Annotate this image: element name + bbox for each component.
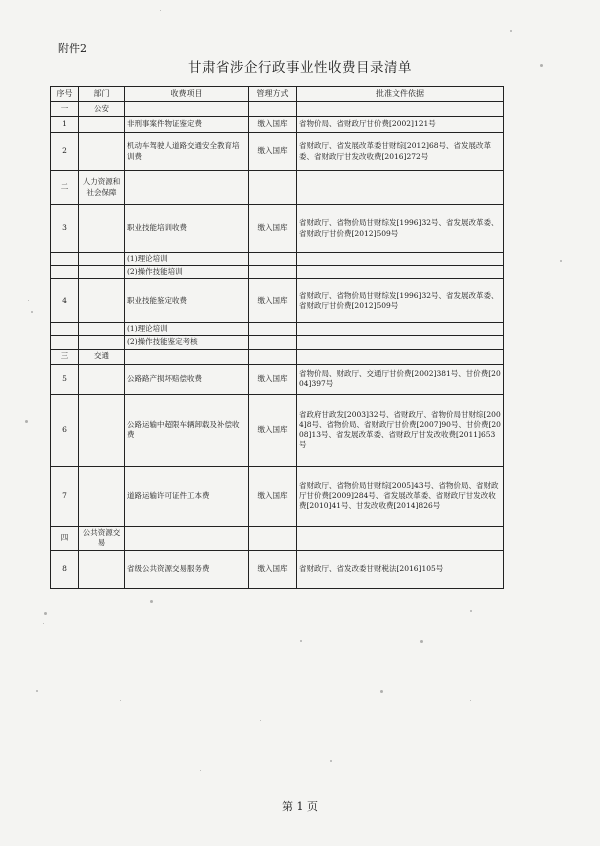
scan-speck — [160, 10, 161, 11]
header-mgmt: 管理方式 — [249, 87, 297, 102]
section-dept: 交通 — [79, 349, 125, 364]
row-item: 公路路产损坏赔偿收费 — [125, 364, 249, 394]
scan-speck — [120, 700, 121, 701]
row-no: 4 — [51, 279, 79, 323]
table-row — [51, 205, 504, 253]
row-item: 职业技能鉴定收费 — [125, 279, 249, 323]
row-item: 省级公共资源交易服务费 — [125, 550, 249, 588]
table-row — [51, 550, 504, 588]
header-item: 收费项目 — [125, 87, 249, 102]
sub-row — [51, 253, 504, 266]
row-mgmt: 缴入国库 — [249, 133, 297, 171]
row-no: 2 — [51, 133, 79, 171]
section-dept: 人力资源和社会保障 — [79, 171, 125, 205]
document-title: 甘肃省涉企行政事业性收费目录清单 — [188, 60, 412, 76]
row-basis: 省财政厅、省发改委甘财税法[2016]105号 — [297, 550, 504, 588]
row-no: 1 — [51, 117, 79, 133]
row-item: 职业技能培训收费 — [125, 205, 249, 253]
row-item: 机动车驾驶人道路交通安全教育培训费 — [125, 133, 249, 171]
sub-item: (2)操作技能培训 — [125, 266, 249, 279]
row-mgmt: 缴入国库 — [249, 364, 297, 394]
section-no: 三 — [51, 349, 79, 364]
sub-item: (2)操作技能鉴定考核 — [125, 336, 249, 349]
scan-speck — [25, 420, 28, 423]
scan-speck — [560, 260, 562, 262]
row-mgmt: 缴入国库 — [249, 550, 297, 588]
section-dept: 公安 — [79, 102, 125, 117]
row-basis: 省财政厅、省发展改革委甘财综[2012]68号、省发展改革委、省财政厅甘发改收费[2016]272号 — [297, 133, 504, 171]
header-dept: 部门 — [79, 87, 125, 102]
scan-speck — [470, 700, 471, 701]
row-no: 5 — [51, 364, 79, 394]
table-header-row — [51, 87, 504, 102]
section-no: 二 — [51, 171, 79, 205]
scan-speck — [420, 640, 423, 643]
row-mgmt: 缴入国库 — [249, 279, 297, 323]
table-row — [51, 117, 504, 133]
table-row — [51, 394, 504, 466]
row-mgmt: 缴入国库 — [249, 466, 297, 526]
row-item: 道路运输许可证件工本费 — [125, 466, 249, 526]
scan-speck — [31, 311, 33, 313]
attachment-label: 附件2 — [58, 42, 87, 55]
row-basis: 省财政厅、省物价局甘财综发[1996]32号、省发展改革委、省财政厅甘价费[2012]509号 — [297, 205, 504, 253]
scan-speck — [150, 600, 153, 603]
table-row — [51, 364, 504, 394]
scan-speck — [36, 690, 38, 692]
row-basis: 省物价局、省财政厅甘价费[2002]121号 — [297, 117, 504, 133]
row-basis: 省物价局、财政厅、交通厅甘价费[2002]381号、甘价费[2004]397号 — [297, 364, 504, 394]
row-item: 公路运输中超限车辆卸载及补偿收费 — [125, 394, 249, 466]
row-mgmt: 缴入国库 — [249, 117, 297, 133]
scan-speck — [44, 612, 47, 615]
page-number: 第 1 页 — [282, 800, 318, 813]
fee-catalog-table — [50, 86, 504, 589]
section-dept: 公共资源交易 — [79, 526, 125, 550]
scan-speck — [200, 770, 201, 771]
row-basis: 省政府甘政发[2003]32号、省财政厅、省物价局甘财综[2004]8号、省物价局、省财政厅甘价费[2007]90号、甘价费[2008]13号、省发展改革委、省财政厅甘发改收费[2011]653号 — [297, 394, 504, 466]
row-basis: 省财政厅、省物价局甘财综发[1996]32号、省发展改革委、省财政厅甘价费[2012]509号 — [297, 279, 504, 323]
section-row — [51, 102, 504, 117]
row-no: 8 — [51, 550, 79, 588]
scan-speck — [330, 760, 332, 762]
header-basis: 批准文件依据 — [297, 87, 504, 102]
section-no: 四 — [51, 526, 79, 550]
section-no: 一 — [51, 102, 79, 117]
scan-speck — [380, 690, 383, 693]
section-row — [51, 171, 504, 205]
table-row — [51, 133, 504, 171]
sub-row — [51, 336, 504, 349]
header-no: 序号 — [51, 87, 79, 102]
sub-row — [51, 266, 504, 279]
table-row — [51, 279, 504, 323]
row-no: 3 — [51, 205, 79, 253]
scan-speck — [28, 300, 29, 301]
sub-item: (1)理论培训 — [125, 253, 249, 266]
scan-speck — [510, 30, 512, 32]
sub-row — [51, 323, 504, 336]
table-row — [51, 466, 504, 526]
row-no: 7 — [51, 466, 79, 526]
scan-speck — [260, 720, 261, 721]
row-basis: 省财政厅、省物价局甘财综[2005]43号、省物价局、省财政厅甘价费[2009]284号、省发展改革委、省财政厅甘发改收费[2010]41号、甘发改收费[2014]826号 — [297, 466, 504, 526]
scan-speck — [470, 610, 472, 612]
scan-speck — [300, 640, 302, 642]
sub-item: (1)理论培训 — [125, 323, 249, 336]
row-mgmt: 缴入国库 — [249, 205, 297, 253]
section-row — [51, 349, 504, 364]
scan-speck — [43, 623, 44, 624]
section-row — [51, 526, 504, 550]
row-no: 6 — [51, 394, 79, 466]
row-item: 非刑事案件物证鉴定费 — [125, 117, 249, 133]
row-mgmt: 缴入国库 — [249, 394, 297, 466]
